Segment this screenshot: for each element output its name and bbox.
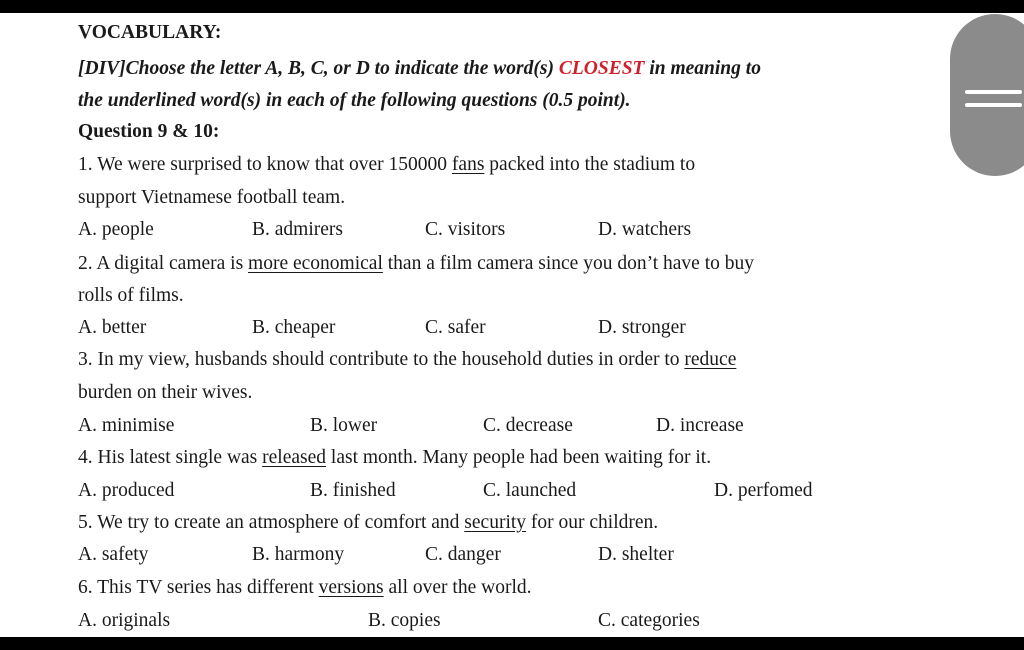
document-page — [0, 13, 1024, 637]
handle-grip-line — [965, 103, 1022, 107]
underlined-word: released — [262, 447, 327, 468]
question-2-option-c: C. safer — [425, 317, 486, 338]
instruction-text: [DIV]Choose the letter A, B, C, or D to indicate the word(s) — [78, 58, 559, 79]
question-4-option-c: C. launched — [483, 480, 577, 501]
question-6-option-c: C. categories — [598, 610, 700, 631]
question-1-line-1: 1. We were surprised to know that over 150000 fans packed into the stadium to — [78, 154, 696, 175]
underlined-word: security — [464, 512, 527, 533]
underlined-word: versions — [318, 577, 384, 598]
instruction-keyword: CLOSEST — [558, 58, 645, 79]
question-6-option-a: A. originals — [78, 610, 171, 631]
question-3-option-c: C. decrease — [483, 415, 573, 436]
question-3-option-b: B. lower — [310, 415, 378, 436]
question-6-line-1: 6. This TV series has different versions all over the world. — [78, 577, 532, 598]
underlined-word: more economical — [248, 253, 383, 274]
question-3-option-a: A. minimise — [78, 415, 175, 436]
question-2-line-1: 2. A digital camera is more economical than a film camera since you don’t have to buy — [78, 253, 754, 274]
question-4-line-1: 4. His latest single was released last month. Many people had been waiting for it. — [78, 447, 712, 468]
question-5-option-c: C. danger — [425, 544, 501, 565]
question-3-line-1: 3. In my view, husbands should contribute to the household duties in order to reduce — [78, 349, 737, 370]
question-1-option-c: C. visitors — [425, 219, 506, 240]
question-2-option-b: B. cheaper — [252, 317, 336, 338]
handle-grip-line — [965, 90, 1022, 94]
question-3-option-d: D. increase — [656, 415, 744, 436]
question-5-line-1: 5. We try to create an atmosphere of comfort and security for our children. — [78, 512, 659, 533]
question-2-option-a: A. better — [78, 317, 147, 338]
instruction-text-end: in meaning to — [644, 58, 761, 79]
question-5-option-a: A. safety — [78, 544, 149, 565]
instruction-line-2: the underlined word(s) in each of the following questions (0.5 point). — [78, 90, 631, 111]
question-1-line-2: support Vietnamese football team. — [78, 187, 346, 208]
question-2-option-d: D. stronger — [598, 317, 686, 338]
question-5-option-d: D. shelter — [598, 544, 674, 565]
question-1-option-a: A. people — [78, 219, 154, 240]
underlined-word: reduce — [684, 349, 737, 370]
instruction-line-1 — [78, 57, 761, 81]
question-1-option-d: D. watchers — [598, 219, 692, 240]
section-heading: VOCABULARY: — [78, 22, 222, 43]
question-2-line-2: rolls of films. — [78, 285, 184, 306]
question-group-label: Question 9 & 10: — [78, 121, 220, 142]
underlined-word: fans — [451, 154, 485, 175]
question-3-line-2: burden on their wives. — [78, 382, 253, 403]
question-4-option-b: B. finished — [310, 480, 396, 501]
question-4-option-d: D. perfomed — [714, 480, 813, 501]
scroll-handle[interactable] — [950, 14, 1024, 176]
question-5-option-b: B. harmony — [252, 544, 345, 565]
question-6-option-b: B. copies — [368, 610, 441, 631]
question-4-option-a: A. produced — [78, 480, 175, 501]
question-1-option-b: B. admirers — [252, 219, 343, 240]
